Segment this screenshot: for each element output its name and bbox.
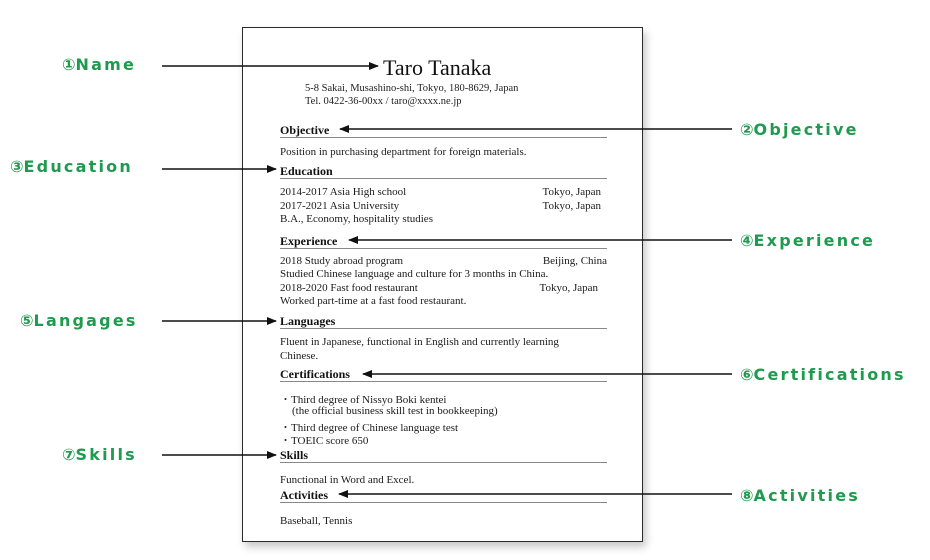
objective-heading: Objective bbox=[280, 123, 330, 137]
education-heading: Education bbox=[280, 164, 333, 178]
education-row-2: 2017-2021 Asia University bbox=[280, 200, 400, 212]
callout-name-label: Name bbox=[75, 55, 137, 74]
callout-education-number: ③ bbox=[10, 157, 24, 176]
callout-name-number: ① bbox=[62, 55, 76, 74]
activities-heading: Activities bbox=[280, 488, 328, 502]
callout-languages-label: Langages bbox=[33, 311, 138, 330]
experience-row-1: 2018 Study abroad program bbox=[280, 255, 404, 267]
skills-text: Functional in Word and Excel. bbox=[280, 474, 415, 486]
languages-heading: Languages bbox=[280, 314, 336, 328]
callout-education-label: Education bbox=[23, 157, 133, 176]
certification-item-1: ・Third degree of Nissyo Boki kentei bbox=[280, 394, 447, 406]
callout-experience-number: ④ bbox=[740, 231, 754, 250]
callout-objective-label: Objective bbox=[753, 120, 859, 139]
activities-text: Baseball, Tennis bbox=[280, 515, 353, 527]
experience-heading: Experience bbox=[280, 234, 338, 248]
resume-address: 5-8 Sakai, Musashino-shi, Tokyo, 180-8629, Japan bbox=[305, 83, 519, 94]
education-row-1: 2014-2017 Asia High school bbox=[280, 186, 407, 198]
certification-item-3: ・TOEIC score 650 bbox=[280, 435, 369, 447]
callout-skills-label: Skills bbox=[75, 445, 137, 464]
resume-contact: Tel. 0422-36-00xx / taro@xxxx.ne.jp bbox=[305, 96, 462, 107]
callout-activities-number: ⑧ bbox=[740, 486, 754, 505]
resume-name: Taro Tanaka bbox=[383, 55, 492, 80]
languages-line-1: Fluent in Japanese, functional in English and currently learning bbox=[280, 336, 559, 348]
education-row-2-location: Tokyo, Japan bbox=[542, 200, 601, 212]
education-row-1-location: Tokyo, Japan bbox=[542, 186, 601, 198]
certification-item-1-sub: (the official business skill test in bookkeeping) bbox=[292, 405, 498, 417]
skills-heading: Skills bbox=[280, 448, 309, 462]
experience-detail-2: Worked part-time at a fast food restaurant. bbox=[280, 295, 467, 307]
education-degree: B.A., Economy, hospitality studies bbox=[280, 213, 433, 225]
callout-objective-number: ② bbox=[740, 120, 754, 139]
callout-certifications-label: Certifications bbox=[753, 365, 906, 384]
callout-experience-label: Experience bbox=[753, 231, 876, 250]
callout-skills-number: ⑦ bbox=[62, 445, 76, 464]
experience-row-2-location: Tokyo, Japan bbox=[539, 282, 598, 294]
languages-line-2: Chinese. bbox=[280, 350, 319, 362]
callout-languages-number: ⑤ bbox=[20, 311, 34, 330]
objective-text: Position in purchasing department for foreign materials. bbox=[280, 146, 527, 158]
experience-row-1-location: Beijing, China bbox=[542, 255, 607, 267]
certification-item-2: ・Third degree of Chinese language test bbox=[280, 422, 459, 434]
certifications-heading: Certifications bbox=[280, 367, 350, 381]
callout-certifications-number: ⑥ bbox=[740, 365, 754, 384]
experience-row-2: 2018-2020 Fast food restaurant bbox=[280, 282, 418, 294]
callout-activities-label: Activities bbox=[753, 486, 860, 505]
experience-detail-1: Studied Chinese language and culture for 3 months in China. bbox=[280, 268, 549, 280]
